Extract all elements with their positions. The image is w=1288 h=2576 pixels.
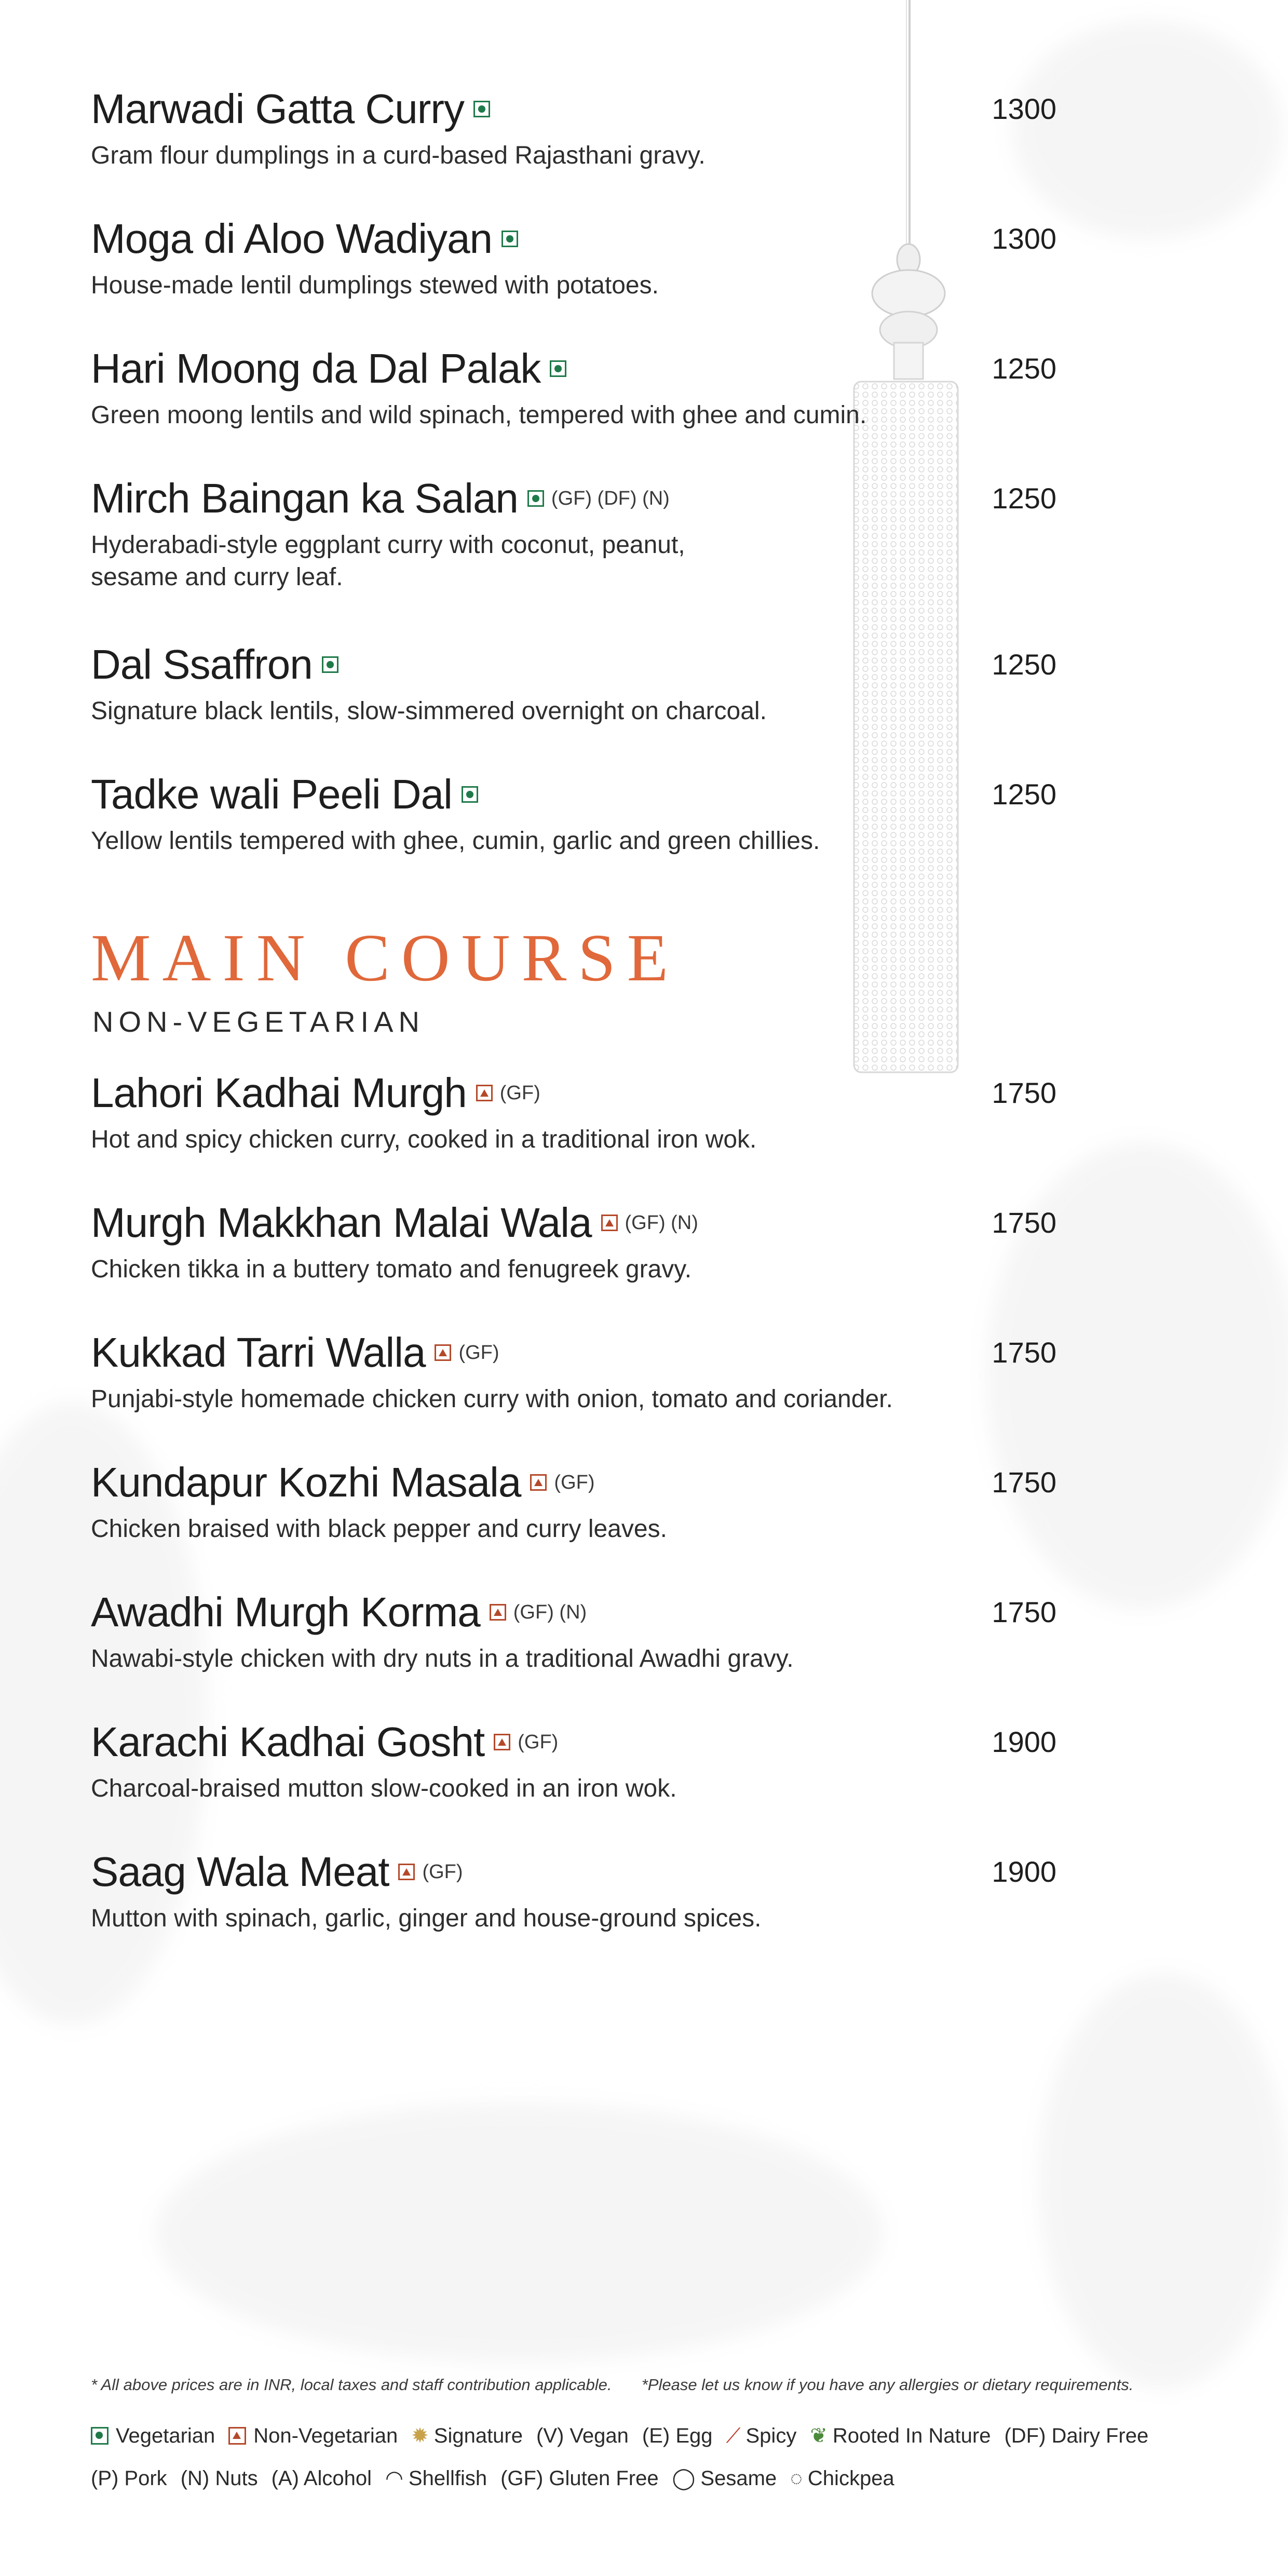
menu-item-description: Chicken braised with black pepper and curry leaves. bbox=[91, 1515, 667, 1543]
menu-item-price: 1250 bbox=[992, 352, 1056, 385]
menu-item-title-row bbox=[91, 1324, 1056, 1381]
menu-item-price: 1750 bbox=[992, 1596, 1056, 1628]
menu-item-price: 1250 bbox=[992, 648, 1056, 681]
legend-chickpea: ◌ Chickpea bbox=[790, 2466, 894, 2490]
menu-item-description: Charcoal-braised mutton slow-cooked in an iron wok. bbox=[91, 1775, 677, 1802]
dietary-tags: (GF) bbox=[458, 1341, 499, 1364]
legend-nuts: (N) Nuts bbox=[180, 2466, 258, 2490]
menu-item-title-row bbox=[91, 1454, 1056, 1511]
veg-mark-icon bbox=[527, 490, 544, 507]
non-veg-mark-icon bbox=[601, 1215, 618, 1231]
menu-item bbox=[91, 1324, 1056, 1415]
dietary-tags: (GF) (DF) (N) bbox=[551, 487, 670, 509]
menu-item-description: Gram flour dumplings in a curd-based Rajasthani gravy. bbox=[91, 142, 706, 169]
legend-pork: (P) Pork bbox=[91, 2466, 167, 2490]
price-note: * All above prices are in INR, local taxes and staff contribution applicable. bbox=[91, 2376, 612, 2394]
shell-icon: ◠ bbox=[385, 2467, 403, 2490]
menu-item-price: 1900 bbox=[992, 1725, 1056, 1758]
dietary-tags: (GF) (N) bbox=[625, 1211, 698, 1234]
veg-mark-icon bbox=[322, 656, 338, 673]
veg-mark-icon bbox=[462, 786, 478, 803]
dietary-tags: (GF) bbox=[518, 1731, 559, 1753]
menu-item bbox=[91, 80, 1056, 172]
non-veg-mark-icon bbox=[490, 1604, 506, 1621]
menu-item-name: Mirch Baingan ka Salan bbox=[91, 475, 518, 521]
menu-item-description: House-made lentil dumplings stewed with potatoes. bbox=[91, 272, 659, 299]
section-subtitle: NON-VEGETARIAN bbox=[92, 1005, 425, 1038]
legend-gluten-free: (GF) Gluten Free bbox=[500, 2466, 659, 2490]
non-veg-mark-icon bbox=[398, 1864, 415, 1880]
menu-item-name: Tadke wali Peeli Dal bbox=[91, 771, 452, 817]
menu-item-title-row bbox=[91, 1064, 1056, 1122]
menu-item-title-row bbox=[91, 1714, 1056, 1771]
chilli-icon: ⟋ bbox=[726, 2424, 741, 2447]
legend-sesame: ◯ Sesame bbox=[672, 2466, 777, 2490]
legend-egg: (E) Egg bbox=[642, 2424, 713, 2447]
legend-row-1 bbox=[91, 2424, 1162, 2448]
menu-item-description: Yellow lentils tempered with ghee, cumin, garlic and green chillies. bbox=[91, 827, 820, 855]
menu-item-title-row bbox=[91, 80, 1056, 138]
dietary-tags: (GF) bbox=[499, 1082, 540, 1104]
menu-item-title-row bbox=[91, 340, 1056, 397]
dietary-tags: (GF) bbox=[554, 1471, 595, 1493]
menu-item-description: Punjabi-style homemade chicken curry with onion, tomato and coriander. bbox=[91, 1385, 893, 1413]
legend-vegetarian: Vegetarian bbox=[91, 2424, 215, 2448]
legend-dairy-free: (DF) Dairy Free bbox=[1004, 2424, 1149, 2447]
dietary-tags: (GF) (N) bbox=[513, 1601, 587, 1623]
legend-non-vegetarian: Non-Vegetarian bbox=[228, 2424, 398, 2448]
menu-item-title-row bbox=[91, 470, 1056, 527]
legend-shellfish: ◠ Shellfish bbox=[385, 2466, 487, 2490]
legend-spicy: ⟋ Spicy bbox=[726, 2424, 797, 2447]
menu-item bbox=[91, 1584, 1056, 1675]
non-veg-mark-icon bbox=[530, 1474, 547, 1491]
menu-item-name: Saag Wala Meat bbox=[91, 1849, 389, 1895]
menu-item bbox=[91, 340, 1056, 431]
menu-item-name: Moga di Aloo Wadiyan bbox=[91, 215, 493, 262]
menu-item bbox=[91, 636, 1056, 727]
non-veg-mark-icon bbox=[494, 1734, 510, 1750]
menu-item-description: Mutton with spinach, garlic, ginger and house-ground spices. bbox=[91, 1905, 762, 1932]
menu-item-description: Hyderabadi-style eggplant curry with coconut, peanut, bbox=[91, 531, 685, 559]
menu-item-title-row bbox=[91, 636, 1056, 693]
legend-row-2 bbox=[91, 2466, 908, 2490]
menu-item-price: 1900 bbox=[992, 1855, 1056, 1888]
menu-item bbox=[91, 1194, 1056, 1286]
menu-item-price: 1250 bbox=[992, 778, 1056, 811]
menu-item bbox=[91, 1064, 1056, 1156]
menu-item-price: 1750 bbox=[992, 1076, 1056, 1109]
menu-item bbox=[91, 1843, 1056, 1935]
veg-mark-icon bbox=[473, 101, 490, 117]
menu-item bbox=[91, 210, 1056, 302]
non-veg-mark-icon bbox=[476, 1085, 493, 1101]
non-veg-mark-icon bbox=[435, 1344, 451, 1361]
menu-item-name: Hari Moong da Dal Palak bbox=[91, 345, 541, 392]
menu-item-name: Kundapur Kozhi Masala bbox=[91, 1459, 521, 1505]
menu-item bbox=[91, 766, 1056, 857]
sesame-icon: ◯ bbox=[672, 2467, 696, 2490]
signature-icon: ✹ bbox=[411, 2424, 429, 2447]
menu-item-description: Signature black lentils, slow-simmered overnight on charcoal. bbox=[91, 697, 767, 725]
legend-signature: ✹ Signature bbox=[411, 2424, 523, 2447]
section-title: MAIN COURSE bbox=[91, 921, 680, 995]
menu-item-title-row bbox=[91, 1194, 1056, 1251]
menu-item-name: Marwadi Gatta Curry bbox=[91, 86, 464, 132]
menu-item-price: 1300 bbox=[992, 222, 1056, 255]
menu-item-description: Chicken tikka in a buttery tomato and fenugreek gravy. bbox=[91, 1256, 692, 1283]
menu-item-name: Murgh Makkhan Malai Wala bbox=[91, 1199, 592, 1246]
menu-item-title-row bbox=[91, 1584, 1056, 1641]
menu-item-description: Hot and spicy chicken curry, cooked in a traditional iron wok. bbox=[91, 1126, 757, 1153]
menu-item-name: Lahori Kadhai Murgh bbox=[91, 1070, 467, 1116]
leaf-icon: ❦ bbox=[810, 2424, 828, 2447]
menu-item-price: 1750 bbox=[992, 1206, 1056, 1239]
veg-mark-icon bbox=[91, 2427, 109, 2445]
background-wash bbox=[156, 2103, 883, 2363]
footer-note bbox=[91, 2376, 1133, 2394]
chickpea-icon: ◌ bbox=[790, 2466, 803, 2490]
menu-item-title-row bbox=[91, 210, 1056, 267]
veg-mark-icon bbox=[550, 360, 566, 377]
menu-item-title-row bbox=[91, 766, 1056, 823]
menu-item-name: Kukkad Tarri Walla bbox=[91, 1329, 426, 1375]
menu-item-description: Green moong lentils and wild spinach, tempered with ghee and cumin. bbox=[91, 401, 867, 429]
menu-item-price: 1750 bbox=[992, 1466, 1056, 1499]
menu-item-price: 1250 bbox=[992, 482, 1056, 515]
menu-item-price: 1750 bbox=[992, 1336, 1056, 1369]
veg-mark-icon bbox=[501, 231, 518, 247]
non-veg-mark-icon bbox=[228, 2427, 246, 2445]
legend-rooted: ❦ Rooted In Nature bbox=[810, 2424, 991, 2447]
menu-item bbox=[91, 1454, 1056, 1545]
menu-item bbox=[91, 470, 1056, 594]
menu-item-description: sesame and curry leaf. bbox=[91, 563, 343, 591]
menu-item-title-row bbox=[91, 1843, 1056, 1900]
menu-item-name: Awadhi Murgh Korma bbox=[91, 1589, 480, 1635]
menu-item-name: Karachi Kadhai Gosht bbox=[91, 1719, 485, 1765]
menu-item bbox=[91, 1714, 1056, 1805]
menu-item-description: Nawabi-style chicken with dry nuts in a traditional Awadhi gravy. bbox=[91, 1645, 794, 1673]
dietary-tags: (GF) bbox=[422, 1860, 463, 1883]
background-wash bbox=[1038, 1973, 1287, 2389]
legend-vegan: (V) Vegan bbox=[536, 2424, 629, 2447]
legend-alcohol: (A) Alcohol bbox=[271, 2466, 372, 2490]
menu-item-name: Dal Ssaffron bbox=[91, 641, 313, 687]
menu-item-price: 1300 bbox=[992, 92, 1056, 125]
allergy-note: *Please let us know if you have any allergies or dietary requirements. bbox=[641, 2376, 1134, 2394]
